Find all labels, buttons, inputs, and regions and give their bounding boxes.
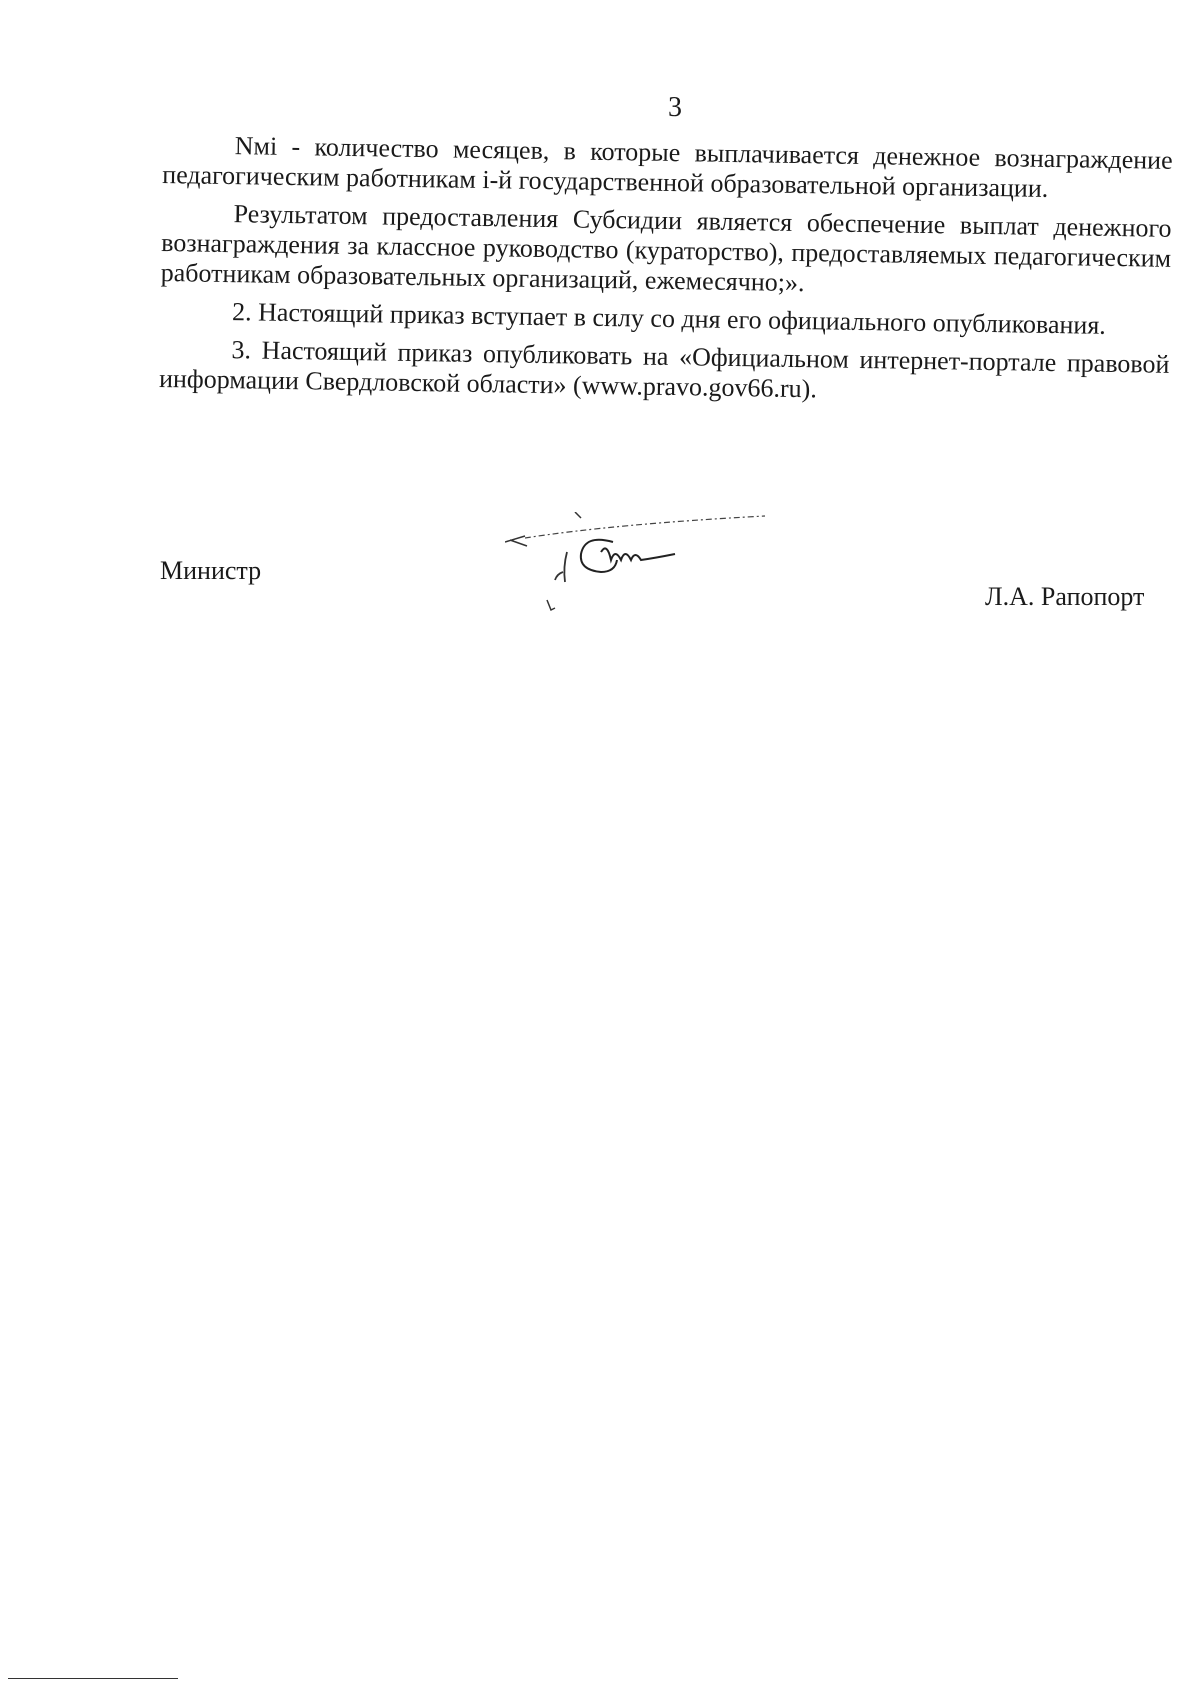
footer-rule	[8, 1678, 178, 1679]
paragraph-publication: 3. Настоящий приказ опубликовать на «Официальном интернет-портале правовой информации Свердловской области» (www.pravo.gov66.ru).	[158, 335, 1170, 404]
signer-name: Л.А. Рапопорт	[985, 582, 1145, 611]
signer-position: Министр	[160, 556, 262, 585]
paragraph-nmi-definition: Nмi - количество месяцев, в которые выплачивается денежное вознаграждение педагогическим работникам i-й государственной образовательной организации.	[162, 131, 1173, 203]
paragraph-effective-date: 2. Настоящий приказ вступает в силу со дня его официального опубликования.	[231, 297, 1107, 340]
page-number: 3	[668, 92, 682, 123]
paragraph-subsidy-result: Результатом предоставления Субсидии является обеспечение выплат денежного вознаграждения за классное руководство (кураторство), предоставляемых педагогическим работникам образовательных организаций, ежемесячно;».	[160, 199, 1172, 298]
handwritten-signature	[505, 512, 775, 622]
signature-block	[0, 0, 1200, 700]
